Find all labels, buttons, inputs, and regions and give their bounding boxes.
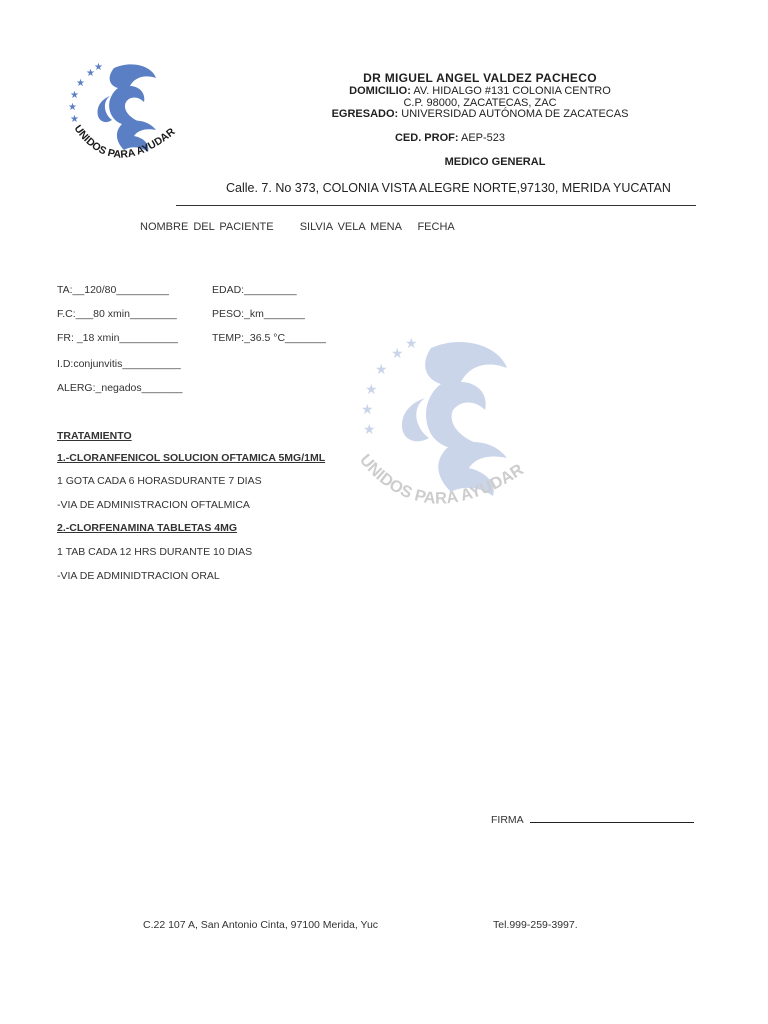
patient-name: SILVIA VELA MENA <box>299 221 402 233</box>
medication-2-route: -VIA DE ADMINIDTRACION ORAL <box>57 570 220 582</box>
svg-text:★: ★ <box>70 90 79 101</box>
treatment-title: TRATAMIENTO <box>57 430 132 442</box>
svg-text:★: ★ <box>391 345 404 361</box>
cedula-line <box>300 133 600 145</box>
logo-text: UNIDOS PARA AYUDAR <box>71 122 178 161</box>
medication-1-route: -VIA DE ADMINISTRACION OFTALMICA <box>57 499 250 511</box>
svg-text:★: ★ <box>76 78 85 89</box>
medication-1: 1.-CLORANFENICOL SOLUCION OFTAMICA 5MG/1ML <box>57 452 326 464</box>
svg-text:★: ★ <box>68 102 77 113</box>
cedula-value: AEP-523 <box>460 132 506 144</box>
vital-alerg: ALERG:_negados_______ <box>57 382 183 394</box>
svg-text:★: ★ <box>94 62 103 73</box>
domicilio-label: DOMICILIO: <box>349 85 411 97</box>
cedula-label: CED. PROF: <box>394 132 459 144</box>
clinic-logo <box>52 56 182 176</box>
doctor-name: DR MIGUEL ANGEL VALDEZ PACHECO <box>363 71 597 85</box>
vital-id: I.D:conjunvitis__________ <box>57 358 181 370</box>
svg-text:★: ★ <box>405 335 418 351</box>
header-divider <box>176 205 696 206</box>
medication-2: 2.-CLORFENAMINA TABLETAS 4MG <box>57 522 238 534</box>
footer-phone: Tel.999-259-3997. <box>493 919 578 931</box>
medication-1-dose: 1 GOTA CADA 6 HORASDURANTE 7 DIAS <box>57 475 262 487</box>
svg-text:★: ★ <box>86 68 95 79</box>
vital-peso: PESO:_km_______ <box>212 308 305 320</box>
svg-text:★: ★ <box>365 381 378 397</box>
vital-temp: TEMP:_36.5 °C_______ <box>212 332 326 344</box>
svg-text:★: ★ <box>363 421 376 437</box>
logo-emblem <box>52 56 182 176</box>
patient-line <box>140 221 455 233</box>
vital-fc: F.C:___80 xmin________ <box>57 308 177 320</box>
svg-text:★: ★ <box>361 401 374 417</box>
date-label: FECHA <box>417 221 455 233</box>
svg-text:★: ★ <box>375 361 388 377</box>
watermark-logo <box>335 332 551 530</box>
footer-address: C.22 107 A, San Antonio Cinta, 97100 Merida, Yuc <box>143 919 379 931</box>
egresado-line <box>300 109 660 121</box>
watermark-text: UNIDOS PARA AYUDAR <box>355 451 527 508</box>
svg-text:★: ★ <box>70 114 79 125</box>
vital-ta: TA:__120/80_________ <box>57 284 169 296</box>
postal-code-line: C.P. 98000, ZACATECAS, ZAC <box>403 97 557 109</box>
egresado-value: UNIVERSIDAD AUTÓNOMA DE ZACATECAS <box>401 108 629 120</box>
signature-label: FIRMA <box>491 814 524 826</box>
watermark-emblem <box>335 332 551 530</box>
signature-field <box>530 813 694 823</box>
vital-edad: EDAD:_________ <box>212 284 297 296</box>
signature-line <box>491 813 694 826</box>
office-address: Calle. 7. No 373, COLONIA VISTA ALEGRE NORTE,97130, MERIDA YUCATAN <box>226 181 671 195</box>
medication-2-dose: 1 TAB CADA 12 HRS DURANTE 10 DIAS <box>57 546 253 558</box>
specialty: MEDICO GENERAL <box>444 156 546 168</box>
vital-fr: FR: _18 xmin__________ <box>57 332 178 344</box>
patient-label: NOMBRE DEL PACIENTE <box>140 221 274 233</box>
domicilio-line <box>300 86 660 98</box>
egresado-label: EGRESADO: <box>331 108 399 120</box>
domicilio-value: AV. HIDALGO #131 COLONIA CENTRO <box>413 85 611 97</box>
